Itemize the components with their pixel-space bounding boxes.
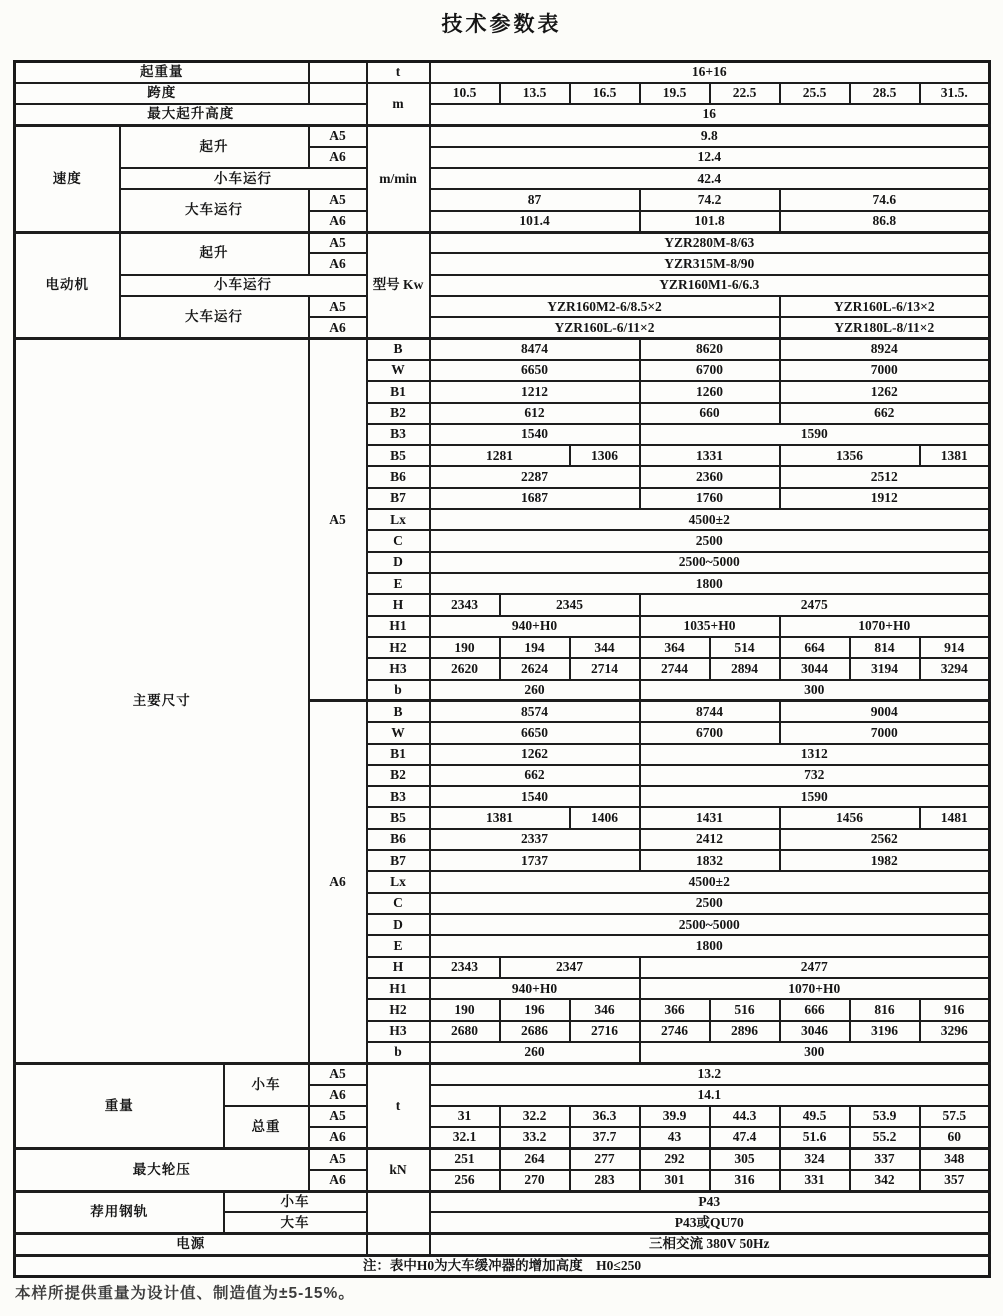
row-label-cell: 大车运行 bbox=[120, 296, 309, 339]
value-cell: 1331 bbox=[640, 445, 780, 466]
unit-cell: H1 bbox=[367, 978, 430, 999]
value-cell: A5 bbox=[309, 189, 367, 210]
row-label-cell: 起重量 bbox=[15, 62, 309, 83]
unit-cell: B1 bbox=[367, 744, 430, 765]
value-cell: 6650 bbox=[430, 360, 640, 381]
value-cell: 516 bbox=[710, 999, 780, 1020]
value-cell: 940+H0 bbox=[430, 616, 640, 637]
table-row bbox=[15, 1191, 990, 1212]
value-cell: 2714 bbox=[570, 658, 640, 679]
table-row bbox=[15, 1234, 990, 1255]
value-cell: 2744 bbox=[640, 658, 710, 679]
table-row bbox=[15, 83, 990, 104]
empty-cell bbox=[309, 62, 367, 83]
table-row bbox=[15, 104, 990, 125]
value-cell: 666 bbox=[780, 999, 850, 1020]
value-cell: 316 bbox=[710, 1170, 780, 1191]
value-cell: A5 bbox=[309, 1106, 367, 1127]
value-cell: 7000 bbox=[780, 722, 990, 743]
value-cell: 1760 bbox=[640, 488, 780, 509]
value-cell: 664 bbox=[780, 637, 850, 658]
value-cell: 260 bbox=[430, 1042, 640, 1063]
value-cell: 256 bbox=[430, 1170, 500, 1191]
value-cell: 300 bbox=[640, 680, 990, 701]
row-label-cell: 起升 bbox=[120, 125, 309, 168]
value-cell: 22.5 bbox=[710, 83, 780, 104]
value-cell: 814 bbox=[850, 637, 920, 658]
value-cell: 3196 bbox=[850, 1021, 920, 1042]
value-cell: 1800 bbox=[430, 573, 990, 594]
value-cell: 346 bbox=[570, 999, 640, 1020]
value-cell: 300 bbox=[640, 1042, 990, 1063]
unit-cell: b bbox=[367, 1042, 430, 1063]
value-cell: 277 bbox=[570, 1148, 640, 1169]
value-cell: 9.8 bbox=[430, 125, 990, 146]
value-cell: 1212 bbox=[430, 381, 640, 402]
value-cell: 3046 bbox=[780, 1021, 850, 1042]
value-cell: 324 bbox=[780, 1148, 850, 1169]
table-row bbox=[15, 339, 990, 360]
value-cell: 1431 bbox=[640, 807, 780, 828]
value-cell: 6650 bbox=[430, 722, 640, 743]
value-cell: 1381 bbox=[920, 445, 990, 466]
value-cell: 1540 bbox=[430, 424, 640, 445]
value-cell: YZR160L-6/11×2 bbox=[430, 317, 780, 338]
unit-cell: B1 bbox=[367, 381, 430, 402]
table-row bbox=[15, 1255, 990, 1276]
value-cell: 2620 bbox=[430, 658, 500, 679]
value-cell: 348 bbox=[920, 1148, 990, 1169]
value-cell: 1832 bbox=[640, 850, 780, 871]
value-cell: 2686 bbox=[500, 1021, 570, 1042]
unit-cell: B5 bbox=[367, 807, 430, 828]
empty-cell bbox=[309, 83, 367, 104]
value-cell: A6 bbox=[309, 1085, 367, 1106]
row-label-cell: 大车运行 bbox=[120, 189, 309, 232]
value-cell: 10.5 bbox=[430, 83, 500, 104]
value-cell: 87 bbox=[430, 189, 640, 210]
value-cell: 2500 bbox=[430, 893, 990, 914]
value-cell: 331 bbox=[780, 1170, 850, 1191]
value-cell: 44.3 bbox=[710, 1106, 780, 1127]
value-cell: 816 bbox=[850, 999, 920, 1020]
row-label-cell: 主要尺寸 bbox=[15, 339, 309, 1064]
row-label-cell: 荐用钢轨 bbox=[15, 1191, 224, 1234]
value-cell: 514 bbox=[710, 637, 780, 658]
row-label-cell: 重量 bbox=[15, 1063, 224, 1148]
value-cell: 264 bbox=[500, 1148, 570, 1169]
value-cell: 55.2 bbox=[850, 1127, 920, 1148]
row-label-cell: 最大起升高度 bbox=[15, 104, 367, 125]
value-cell: 2624 bbox=[500, 658, 570, 679]
value-cell: A6 bbox=[309, 253, 367, 274]
row-label-cell: 大车 bbox=[224, 1212, 367, 1233]
unit-cell: Lx bbox=[367, 509, 430, 530]
value-cell: 662 bbox=[430, 765, 640, 786]
value-cell: 13.2 bbox=[430, 1063, 990, 1084]
value-cell: 260 bbox=[430, 680, 640, 701]
value-cell: 612 bbox=[430, 403, 640, 424]
table-row bbox=[15, 1148, 990, 1169]
value-cell: 2343 bbox=[430, 594, 500, 615]
unit-cell: H bbox=[367, 594, 430, 615]
table-row bbox=[15, 62, 990, 83]
value-cell: 101.8 bbox=[640, 211, 780, 232]
unit-cell: B5 bbox=[367, 445, 430, 466]
value-cell: 74.6 bbox=[780, 189, 990, 210]
value-cell: 196 bbox=[500, 999, 570, 1020]
value-cell: P43 bbox=[430, 1191, 990, 1212]
value-cell: 1800 bbox=[430, 935, 990, 956]
row-label-cell: 跨度 bbox=[15, 83, 309, 104]
unit-cell: B6 bbox=[367, 466, 430, 487]
value-cell: 2896 bbox=[710, 1021, 780, 1042]
value-cell: 1070+H0 bbox=[640, 978, 990, 999]
value-cell: 6700 bbox=[640, 722, 780, 743]
unit-cell: B6 bbox=[367, 829, 430, 850]
value-cell: 8744 bbox=[640, 701, 780, 722]
value-cell: A6 bbox=[309, 1170, 367, 1191]
value-cell: 366 bbox=[640, 999, 710, 1020]
value-cell: 2287 bbox=[430, 466, 640, 487]
unit-cell: b bbox=[367, 680, 430, 701]
value-cell: A5 bbox=[309, 232, 367, 253]
value-cell: YZR280M-8/63 bbox=[430, 232, 990, 253]
value-cell: 2347 bbox=[500, 957, 640, 978]
table-row bbox=[15, 168, 990, 189]
value-cell: 916 bbox=[920, 999, 990, 1020]
row-label-cell: 起升 bbox=[120, 232, 309, 275]
unit-cell: H1 bbox=[367, 616, 430, 637]
row-label-cell: 小车运行 bbox=[120, 168, 367, 189]
value-cell: A6 bbox=[309, 147, 367, 168]
value-cell: 292 bbox=[640, 1148, 710, 1169]
value-cell: A5 bbox=[309, 296, 367, 317]
value-cell: 1356 bbox=[780, 445, 920, 466]
value-cell: 8924 bbox=[780, 339, 990, 360]
value-cell: 342 bbox=[850, 1170, 920, 1191]
value-cell: 2475 bbox=[640, 594, 990, 615]
value-cell: 三相交流 380V 50Hz bbox=[430, 1234, 990, 1255]
value-cell: A5 bbox=[309, 339, 367, 701]
value-cell: 357 bbox=[920, 1170, 990, 1191]
unit-cell: D bbox=[367, 552, 430, 573]
value-cell: 337 bbox=[850, 1148, 920, 1169]
row-label-cell: 最大轮压 bbox=[15, 1148, 309, 1191]
value-cell: YZR160L-6/13×2 bbox=[780, 296, 990, 317]
value-cell: 1982 bbox=[780, 850, 990, 871]
spec-table bbox=[13, 60, 991, 1278]
value-cell: 37.7 bbox=[570, 1127, 640, 1148]
value-cell: 3296 bbox=[920, 1021, 990, 1042]
value-cell: 42.4 bbox=[430, 168, 990, 189]
value-cell: 660 bbox=[640, 403, 780, 424]
value-cell: 940+H0 bbox=[430, 978, 640, 999]
row-label-cell: 总重 bbox=[224, 1106, 309, 1149]
value-cell: A5 bbox=[309, 125, 367, 146]
value-cell: 3194 bbox=[850, 658, 920, 679]
value-cell: 53.9 bbox=[850, 1106, 920, 1127]
value-cell: 251 bbox=[430, 1148, 500, 1169]
value-cell: 2343 bbox=[430, 957, 500, 978]
value-cell: 1687 bbox=[430, 488, 640, 509]
value-cell: 8574 bbox=[430, 701, 640, 722]
value-cell: 49.5 bbox=[780, 1106, 850, 1127]
value-cell: P43或QU70 bbox=[430, 1212, 990, 1233]
value-cell: 19.5 bbox=[640, 83, 710, 104]
value-cell: 3294 bbox=[920, 658, 990, 679]
value-cell: 2680 bbox=[430, 1021, 500, 1042]
unit-cell: kN bbox=[367, 1148, 430, 1191]
table-row bbox=[15, 275, 990, 296]
row-label-cell: 小车运行 bbox=[120, 275, 367, 296]
footer-note: 本样所提供重量为设计值、制造值为±5-15%。 bbox=[15, 1285, 355, 1302]
value-cell: 28.5 bbox=[850, 83, 920, 104]
table-row bbox=[15, 189, 990, 210]
value-cell: 194 bbox=[500, 637, 570, 658]
value-cell: 344 bbox=[570, 637, 640, 658]
value-cell: 2512 bbox=[780, 466, 990, 487]
unit-cell: B2 bbox=[367, 765, 430, 786]
value-cell: 12.4 bbox=[430, 147, 990, 168]
value-cell: 47.4 bbox=[710, 1127, 780, 1148]
empty-cell bbox=[367, 1234, 430, 1255]
value-cell: 1590 bbox=[640, 786, 990, 807]
row-label-cell: 电动机 bbox=[15, 232, 120, 339]
value-cell: 36.3 bbox=[570, 1106, 640, 1127]
value-cell: 2345 bbox=[500, 594, 640, 615]
value-cell: A6 bbox=[309, 701, 367, 1063]
value-cell: 43 bbox=[640, 1127, 710, 1148]
value-cell: 1312 bbox=[640, 744, 990, 765]
value-cell: A6 bbox=[309, 211, 367, 232]
value-cell: 1070+H0 bbox=[780, 616, 990, 637]
value-cell: 1035+H0 bbox=[640, 616, 780, 637]
value-cell: 31.5. bbox=[920, 83, 990, 104]
value-cell: 1540 bbox=[430, 786, 640, 807]
value-cell: 3044 bbox=[780, 658, 850, 679]
value-cell: 2500~5000 bbox=[430, 914, 990, 935]
value-cell: 2500 bbox=[430, 530, 990, 551]
unit-cell: C bbox=[367, 530, 430, 551]
value-cell: 1737 bbox=[430, 850, 640, 871]
unit-cell: E bbox=[367, 573, 430, 594]
unit-cell: H2 bbox=[367, 999, 430, 1020]
value-cell: 1281 bbox=[430, 445, 570, 466]
unit-cell: B bbox=[367, 701, 430, 722]
spec-table-body bbox=[15, 62, 990, 1277]
value-cell: 57.5 bbox=[920, 1106, 990, 1127]
value-cell: 1590 bbox=[640, 424, 990, 445]
value-cell: 1456 bbox=[780, 807, 920, 828]
unit-cell: E bbox=[367, 935, 430, 956]
value-cell: YZR180L-8/11×2 bbox=[780, 317, 990, 338]
table-row bbox=[15, 1063, 990, 1084]
value-cell: 662 bbox=[780, 403, 990, 424]
value-cell: A6 bbox=[309, 317, 367, 338]
row-label-cell: 小车 bbox=[224, 1063, 309, 1106]
value-cell: 1262 bbox=[780, 381, 990, 402]
value-cell: 8620 bbox=[640, 339, 780, 360]
value-cell: 364 bbox=[640, 637, 710, 658]
value-cell: 32.2 bbox=[500, 1106, 570, 1127]
value-cell: 51.6 bbox=[780, 1127, 850, 1148]
unit-cell: H3 bbox=[367, 658, 430, 679]
value-cell: YZR315M-8/90 bbox=[430, 253, 990, 274]
value-cell: 9004 bbox=[780, 701, 990, 722]
value-cell: 283 bbox=[570, 1170, 640, 1191]
value-cell: 1381 bbox=[430, 807, 570, 828]
unit-cell: m bbox=[367, 83, 430, 126]
table-row bbox=[15, 232, 990, 253]
value-cell: A6 bbox=[309, 1127, 367, 1148]
value-cell: 4500±2 bbox=[430, 871, 990, 892]
value-cell: 305 bbox=[710, 1148, 780, 1169]
value-cell: YZR160M1-6/6.3 bbox=[430, 275, 990, 296]
unit-cell: Lx bbox=[367, 871, 430, 892]
unit-cell: t bbox=[367, 62, 430, 83]
value-cell: 60 bbox=[920, 1127, 990, 1148]
value-cell: A5 bbox=[309, 1063, 367, 1084]
value-cell: 32.1 bbox=[430, 1127, 500, 1148]
unit-cell: 型号 Kw bbox=[367, 232, 430, 339]
unit-cell: H2 bbox=[367, 637, 430, 658]
row-label-cell: 速度 bbox=[15, 125, 120, 232]
value-cell: 16 bbox=[430, 104, 990, 125]
value-cell: 1260 bbox=[640, 381, 780, 402]
value-cell: 4500±2 bbox=[430, 509, 990, 530]
value-cell: 14.1 bbox=[430, 1085, 990, 1106]
value-cell: 6700 bbox=[640, 360, 780, 381]
empty-cell bbox=[367, 1191, 430, 1234]
value-cell: 914 bbox=[920, 637, 990, 658]
value-cell: 31 bbox=[430, 1106, 500, 1127]
unit-cell: B3 bbox=[367, 786, 430, 807]
unit-cell: D bbox=[367, 914, 430, 935]
value-cell: 2894 bbox=[710, 658, 780, 679]
value-cell: 2716 bbox=[570, 1021, 640, 1042]
value-cell: 1912 bbox=[780, 488, 990, 509]
value-cell: 39.9 bbox=[640, 1106, 710, 1127]
value-cell: 33.2 bbox=[500, 1127, 570, 1148]
unit-cell: m/min bbox=[367, 125, 430, 232]
value-cell: 2746 bbox=[640, 1021, 710, 1042]
value-cell: 190 bbox=[430, 637, 500, 658]
value-cell: 2360 bbox=[640, 466, 780, 487]
value-cell: YZR160M2-6/8.5×2 bbox=[430, 296, 780, 317]
value-cell: 16+16 bbox=[430, 62, 990, 83]
value-cell: 1481 bbox=[920, 807, 990, 828]
table-note-cell: 注：表中H0为大车缓冲器的增加高度 H0≤250 bbox=[15, 1255, 990, 1276]
value-cell: 2477 bbox=[640, 957, 990, 978]
value-cell: 2500~5000 bbox=[430, 552, 990, 573]
value-cell: 270 bbox=[500, 1170, 570, 1191]
value-cell: A5 bbox=[309, 1148, 367, 1169]
value-cell: 301 bbox=[640, 1170, 710, 1191]
unit-cell: W bbox=[367, 360, 430, 381]
value-cell: 16.5 bbox=[570, 83, 640, 104]
value-cell: 86.8 bbox=[780, 211, 990, 232]
unit-cell: B3 bbox=[367, 424, 430, 445]
table-row bbox=[15, 296, 990, 317]
value-cell: 1306 bbox=[570, 445, 640, 466]
unit-cell: t bbox=[367, 1063, 430, 1148]
unit-cell: C bbox=[367, 893, 430, 914]
table-row bbox=[15, 125, 990, 146]
value-cell: 74.2 bbox=[640, 189, 780, 210]
value-cell: 190 bbox=[430, 999, 500, 1020]
value-cell: 1406 bbox=[570, 807, 640, 828]
value-cell: 732 bbox=[640, 765, 990, 786]
value-cell: 7000 bbox=[780, 360, 990, 381]
value-cell: 2412 bbox=[640, 829, 780, 850]
unit-cell: B7 bbox=[367, 850, 430, 871]
row-label-cell: 小车 bbox=[224, 1191, 367, 1212]
unit-cell: H3 bbox=[367, 1021, 430, 1042]
unit-cell: B bbox=[367, 339, 430, 360]
value-cell: 13.5 bbox=[500, 83, 570, 104]
unit-cell: B2 bbox=[367, 403, 430, 424]
value-cell: 101.4 bbox=[430, 211, 640, 232]
value-cell: 2562 bbox=[780, 829, 990, 850]
unit-cell: B7 bbox=[367, 488, 430, 509]
value-cell: 8474 bbox=[430, 339, 640, 360]
unit-cell: W bbox=[367, 722, 430, 743]
spec-table-container bbox=[13, 60, 991, 1278]
unit-cell: H bbox=[367, 957, 430, 978]
value-cell: 25.5 bbox=[780, 83, 850, 104]
page-title: 技术参数表 bbox=[441, 12, 562, 36]
value-cell: 2337 bbox=[430, 829, 640, 850]
row-label-cell: 电源 bbox=[15, 1234, 367, 1255]
value-cell: 1262 bbox=[430, 744, 640, 765]
